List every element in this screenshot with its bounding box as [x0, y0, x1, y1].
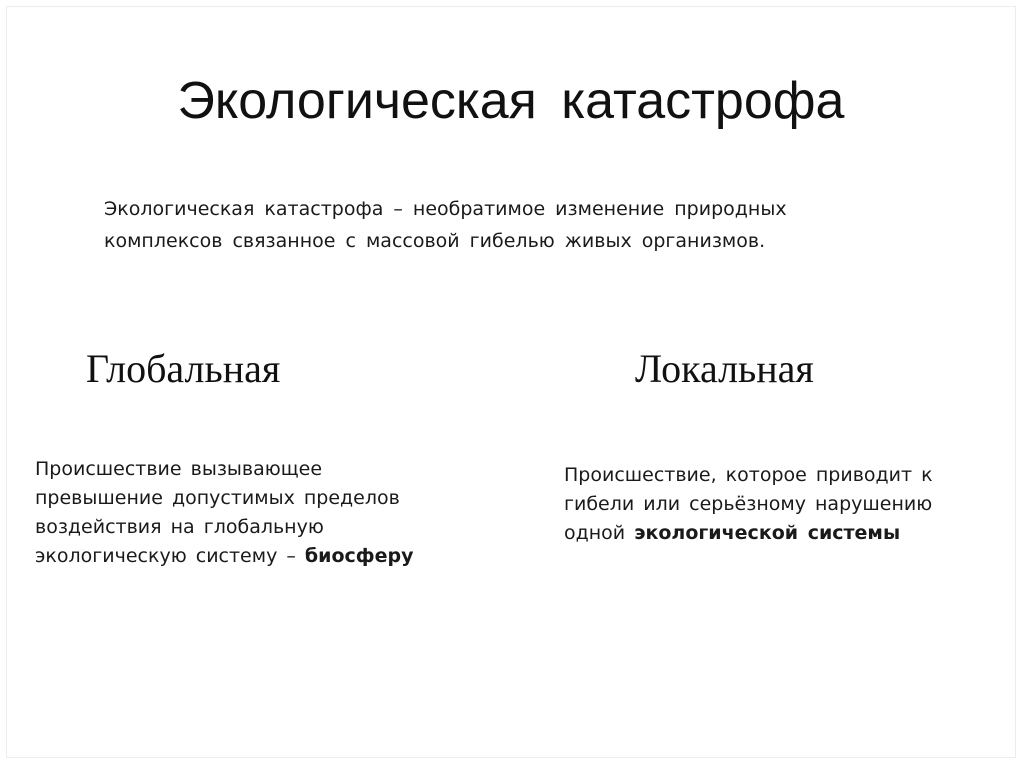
- global-description-line-3: воздействия на глобальную: [35, 516, 324, 538]
- slide-title: Экологическая катастрофа: [177, 72, 845, 130]
- definition-line-2: комплексов связанное с массовой гибелью живых организмов.: [104, 230, 766, 252]
- global-description-line-4: [35, 542, 465, 571]
- global-description-emphasis: биосферу: [304, 545, 414, 567]
- global-description-line-1: Происшествие вызывающее: [35, 458, 323, 480]
- local-heading: Локальная: [635, 346, 814, 391]
- local-description: [564, 461, 994, 548]
- local-description-emphasis: экологической системы: [634, 522, 901, 544]
- global-heading: Глобальная: [86, 346, 281, 391]
- local-description-line-1: Происшествие, которое приводит к: [564, 464, 933, 486]
- definition-text: [104, 193, 864, 257]
- local-description-line-2: гибели или серьёзному нарушению: [564, 493, 933, 515]
- local-description-line-3: [564, 519, 994, 548]
- global-description: [35, 455, 465, 571]
- global-description-line-2: превышение допустимых пределов: [35, 487, 400, 509]
- definition-line-1: Экологическая катастрофа – необратимое изменение природных: [104, 198, 787, 220]
- local-description-line-3-text: одной: [564, 522, 635, 544]
- global-description-line-4-text: экологическую систему –: [35, 545, 305, 567]
- slide: [6, 6, 1016, 758]
